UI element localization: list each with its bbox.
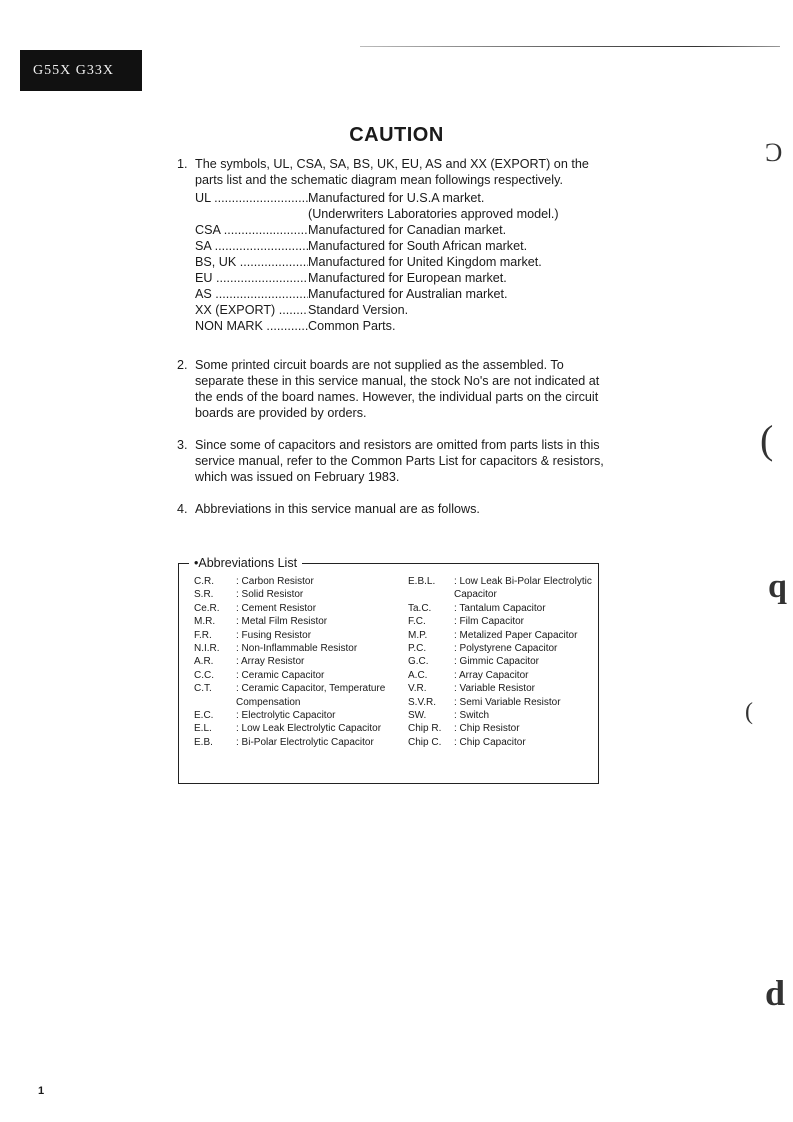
abbreviation-row <box>408 709 598 722</box>
abbreviation-desc: : Polystyrene Capacitor <box>454 643 558 655</box>
abbreviation-desc: : Switch <box>454 710 490 722</box>
abbreviation-desc: : Electrolytic Capacitor <box>236 710 336 722</box>
abbreviation-code: Chip R. <box>408 723 442 735</box>
definition-row <box>195 318 607 334</box>
definition-note: (Underwriters Laboratories approved model.) <box>308 207 559 221</box>
abbreviations-title: •Abbreviations List <box>189 556 302 571</box>
abbreviation-code: E.L. <box>194 723 212 735</box>
abbreviation-desc: : Fusing Resistor <box>236 629 312 641</box>
abbreviation-desc: : Metal Film Resistor <box>236 616 328 628</box>
abbreviation-code: M.R. <box>194 616 216 628</box>
abbreviation-code: C.T. <box>194 683 212 695</box>
binding-mark: d <box>765 973 786 1013</box>
definition-desc: Manufactured for United Kingdom market. <box>308 255 542 269</box>
abbreviation-code: V.R. <box>408 683 427 695</box>
binding-mark: ( <box>745 699 753 725</box>
abbreviation-code: Ce.R. <box>194 602 220 614</box>
abbreviation-desc: : Array Capacitor <box>454 669 529 681</box>
definition-code: BS, UK ..... <box>195 254 308 270</box>
binding-mark: Ɔ <box>765 138 783 167</box>
abbreviation-row <box>194 602 399 615</box>
abbreviation-code: G.C. <box>408 656 429 668</box>
abbreviation-row <box>408 736 598 749</box>
item-text: Some printed circuit boards are not supplied as the assembled. To separate these in this service manual, the stock No's are not indicated at the ends of the board names. However, the individual parts on the circuit boards are provided by orders. <box>195 358 600 420</box>
abbreviation-row <box>194 736 399 749</box>
model-tab-label: G55X G33X <box>33 63 114 78</box>
abbreviation-desc: : Low Leak Bi-Polar Electrolytic Capacitor <box>454 576 592 601</box>
definition-desc: Manufactured for European market. <box>308 271 507 285</box>
abbreviation-row <box>408 575 598 602</box>
abbreviation-code: F.C. <box>408 616 426 628</box>
abbreviation-desc: : Ceramic Capacitor, Temperature Compensation <box>236 683 386 708</box>
definition-row <box>195 302 607 318</box>
caution-item-2 <box>177 357 607 421</box>
abbreviation-row <box>408 722 598 735</box>
abbreviation-code: A.C. <box>408 669 428 681</box>
definition-code: CSA ..... <box>195 222 308 238</box>
abbreviation-code: E.B. <box>194 736 213 748</box>
abbreviation-code: Chip C. <box>408 736 442 748</box>
definition-code: XX (EXPORT) ..... <box>195 302 308 318</box>
abbreviation-code: C.R. <box>194 576 214 587</box>
definition-row <box>195 286 607 302</box>
abbreviation-row <box>194 575 399 588</box>
abbreviation-desc: : Semi Variable Resistor <box>454 696 561 708</box>
abbreviation-desc: : Non-Inflammable Resistor <box>236 643 358 655</box>
item-number: 4. <box>177 502 188 516</box>
abbreviation-desc: : Array Resistor <box>236 656 305 668</box>
definition-code: UL ..... <box>195 190 308 206</box>
abbreviation-row <box>194 615 399 628</box>
abbreviation-row <box>408 669 598 682</box>
abbreviation-row <box>194 629 399 642</box>
definition-desc: Manufactured for U.S.A market. <box>308 191 485 205</box>
definition-row <box>195 238 607 254</box>
definition-desc: Manufactured for Canadian market. <box>308 223 507 237</box>
definition-desc: Manufactured for South African market. <box>308 239 528 253</box>
abbreviation-desc: : Gimmic Capacitor <box>454 656 540 668</box>
abbreviation-desc: : Chip Capacitor <box>454 736 526 748</box>
abbreviation-code: S.R. <box>194 589 214 601</box>
abbreviation-code: P.C. <box>408 643 427 655</box>
definition-row <box>195 254 607 270</box>
abbreviation-desc: : Film Capacitor <box>454 616 525 628</box>
abbreviation-desc: : Chip Resistor <box>454 723 520 735</box>
abbreviation-desc: : Ceramic Capacitor <box>236 669 325 681</box>
model-tab <box>20 50 142 91</box>
header-rule <box>360 46 780 47</box>
item-text: Abbreviations in this service manual are as follows. <box>195 502 480 516</box>
abbreviation-code: A.R. <box>194 656 214 668</box>
caution-item-1 <box>177 156 607 334</box>
symbol-definitions <box>195 190 607 334</box>
definition-desc: Standard Version. <box>308 303 409 317</box>
abbreviation-row <box>194 655 399 668</box>
abbreviation-row <box>194 709 399 722</box>
abbreviation-code: N.I.R. <box>194 643 220 655</box>
abbreviation-desc: : Tantalum Capacitor <box>454 602 546 614</box>
abbreviation-row <box>408 682 598 695</box>
abbreviation-desc: : Cement Resistor <box>236 602 317 614</box>
abbreviation-code: SW. <box>408 710 427 722</box>
definition-row <box>195 270 607 286</box>
page-title: CAUTION <box>349 124 444 146</box>
caution-item-4 <box>177 501 607 517</box>
abbreviation-desc: : Bi-Polar Electrolytic Capacitor <box>236 736 374 748</box>
definition-code: SA ..... <box>195 238 308 254</box>
abbreviation-code: E.C. <box>194 710 214 722</box>
abbreviation-row <box>408 696 598 709</box>
item-text: The symbols, UL, CSA, SA, BS, UK, EU, AS and XX (EXPORT) on the parts list and the schematic diagram mean followings respectively. <box>195 157 589 187</box>
binding-mark: ( <box>760 417 774 462</box>
abbreviation-desc: : Variable Resistor <box>454 683 535 695</box>
abbreviation-row <box>408 602 598 615</box>
abbreviation-row <box>408 655 598 668</box>
item-number: 1. <box>177 157 188 171</box>
definition-desc: Common Parts. <box>308 319 396 333</box>
abbreviation-desc: : Solid Resistor <box>236 589 304 601</box>
abbreviation-row <box>408 642 598 655</box>
binding-mark: q <box>768 568 787 605</box>
abbreviation-desc: : Metalized Paper Capacitor <box>454 629 578 641</box>
page-number: 1 <box>38 1085 45 1097</box>
abbreviation-row <box>194 682 399 709</box>
abbreviation-code: S.V.R. <box>408 696 436 708</box>
definition-row <box>195 190 607 206</box>
abbreviations-list <box>178 556 599 784</box>
definition-desc: Manufactured for Australian market. <box>308 287 508 301</box>
abbreviations-column-right <box>408 575 598 749</box>
item-number: 2. <box>177 358 188 372</box>
abbreviation-desc: : Carbon Resistor <box>236 576 314 587</box>
definition-code: NON MARK ..... <box>195 318 308 334</box>
caution-item-3 <box>177 437 607 485</box>
definition-row <box>195 222 607 238</box>
abbreviation-code: C.C. <box>194 669 214 681</box>
abbreviation-desc: : Low Leak Electrolytic Capacitor <box>236 723 382 735</box>
abbreviation-code: Ta.C. <box>408 602 432 614</box>
definition-code: AS ..... <box>195 286 308 302</box>
abbreviation-row <box>194 669 399 682</box>
item-text: Since some of capacitors and resistors are omitted from parts lists in this service manual, refer to the Common Parts List for capacitors & resistors, which was issued on February 1983. <box>195 438 604 484</box>
item-number: 3. <box>177 438 188 452</box>
abbreviation-code: E.B.L. <box>408 576 436 587</box>
abbreviation-row <box>194 642 399 655</box>
abbreviation-row <box>408 615 598 628</box>
abbreviations-column-left <box>194 575 399 749</box>
abbreviation-code: M.P. <box>408 629 428 641</box>
abbreviation-row <box>408 629 598 642</box>
abbreviation-row <box>194 588 399 601</box>
abbreviation-code: F.R. <box>194 629 212 641</box>
definition-code: EU ..... <box>195 270 308 286</box>
abbreviation-row <box>194 722 399 735</box>
